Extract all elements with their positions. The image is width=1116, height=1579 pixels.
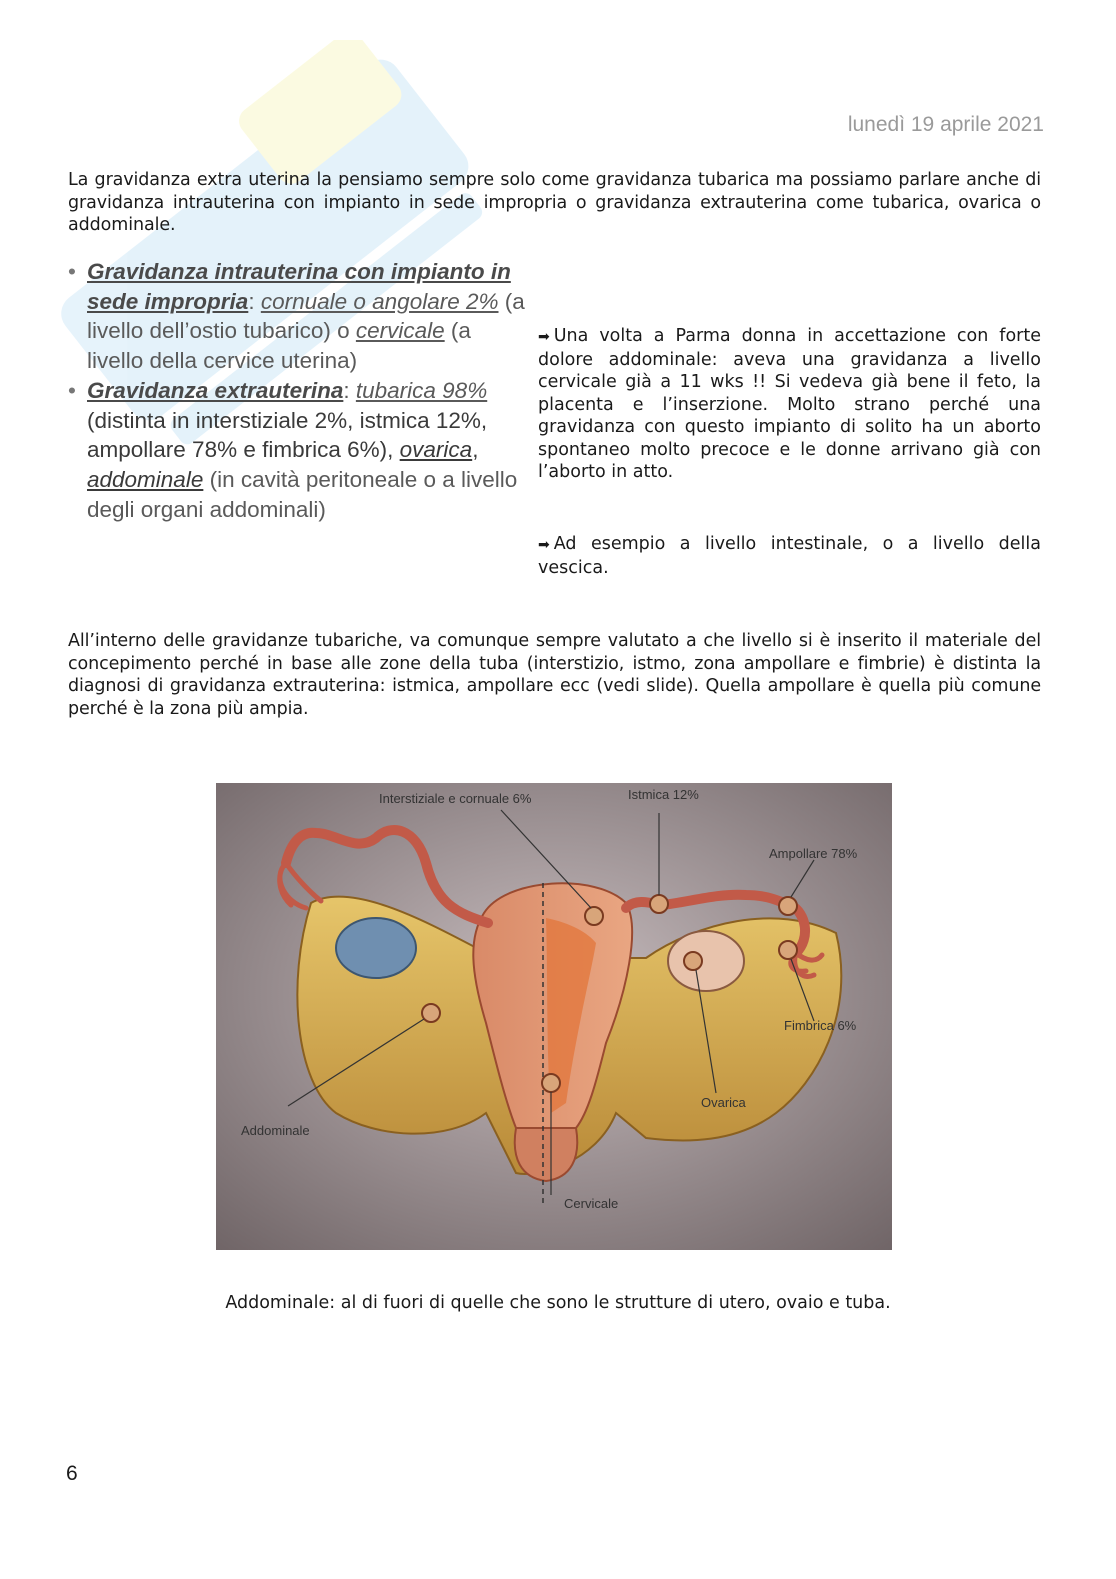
- date-header: lunedì 19 aprile 2021: [847, 113, 1044, 136]
- figure-caption: Addominale: al di fuori di quelle che sono le strutture di utero, ovaio e tuba.: [225, 1293, 891, 1313]
- label-istmica: Istmica 12%: [628, 787, 699, 802]
- right-ovary: [668, 931, 744, 991]
- site-fimbrica: [779, 941, 797, 959]
- bullet-heading: Gravidanza extrauterina: [87, 377, 344, 403]
- label-interstiziale: Interstiziale e cornuale 6%: [379, 791, 532, 806]
- site-ampollare: [779, 897, 797, 915]
- note-parma: ➡ Una volta a Parma donna in accettazione con forte dolore addominale: aveva una gravidanza a livello cervicale già a 11 wks !! Si vedeva già bene il feto, la placenta e l’inserzione. Molto strano perché una gravidanza con questo impianto di solito ha un aborto spontaneo molto precoce e le donne arrivano già con l’aborto in atto.: [538, 326, 1041, 482]
- label-fimbrica: Fimbrica 6%: [784, 1018, 857, 1033]
- left-ovary: [336, 918, 416, 978]
- arrow-right-icon: ➡: [538, 537, 550, 553]
- label-ovarica: Ovarica: [701, 1095, 746, 1110]
- tubal-paragraph: All’interno delle gravidanze tubariche, va comunque sempre valutato a che livello si è inserito il materiale del concepimento perché in base alle zone della tuba (interstizio, istmo, zona ampollare e fimbrie) è distinta la diagnosi di gravidanza extrauterina: istmica, ampollare ecc (vedi slide). Quella ampollare è quella più comune perché è la zona più ampia.: [68, 631, 1041, 719]
- arrow-right-icon: ➡: [538, 329, 550, 345]
- list-item: • Gravidanza extrauterina: tubarica 98% (distinta in interstiziale 2%, istmica 12%, ampollare 78% e fimbrica 6%), ovarica, addominale (in cavità peritoneale o a livello degli organi addominali): [68, 377, 518, 522]
- label-addominale: Addominale: [241, 1123, 310, 1138]
- site-interstiziale: [585, 907, 603, 925]
- bullet-icon: •: [68, 377, 76, 403]
- term-addominale: addominale: [87, 466, 204, 492]
- term-tubarica: tubarica 98%: [355, 377, 488, 403]
- page-number: 6: [66, 1462, 78, 1485]
- intro-paragraph: La gravidanza extra uterina la pensiamo sempre solo come gravidanza tubarica ma possiamo parlare anche di gravidanza intrauterina con impianto in sede impropria o gravidanza extrauterina come tubarica, ovarica o addominale.: [68, 170, 1041, 235]
- site-ovarica: [684, 952, 702, 970]
- note-addominale: ➡ Ad esempio a livello intestinale, o a livello della vescica.: [538, 534, 1041, 578]
- bullet-heading: Gravidanza intrauterina con impianto in sede impropria: [87, 259, 511, 314]
- anatomy-figure: [216, 783, 892, 1250]
- label-cervicale: Cervicale: [564, 1196, 619, 1211]
- bullet-icon: •: [68, 259, 76, 284]
- site-addominale: [422, 1004, 440, 1022]
- site-cervicale: [542, 1074, 560, 1092]
- term-cornuale: cornuale o angolare 2%: [260, 288, 499, 314]
- list-item: • Gravidanza intrauterina con impianto in sede impropria: cornuale o angolare 2% (a livello dell’ostio tubarico) o cervicale (a livello della cervice uterina): [68, 259, 525, 374]
- term-ovarica: ovarica: [399, 437, 473, 463]
- label-ampollare: Ampollare 78%: [769, 846, 858, 861]
- term-cervicale: cervicale: [355, 318, 445, 344]
- pregnancy-types-list: [68, 257, 528, 524]
- site-istmica: [650, 895, 668, 913]
